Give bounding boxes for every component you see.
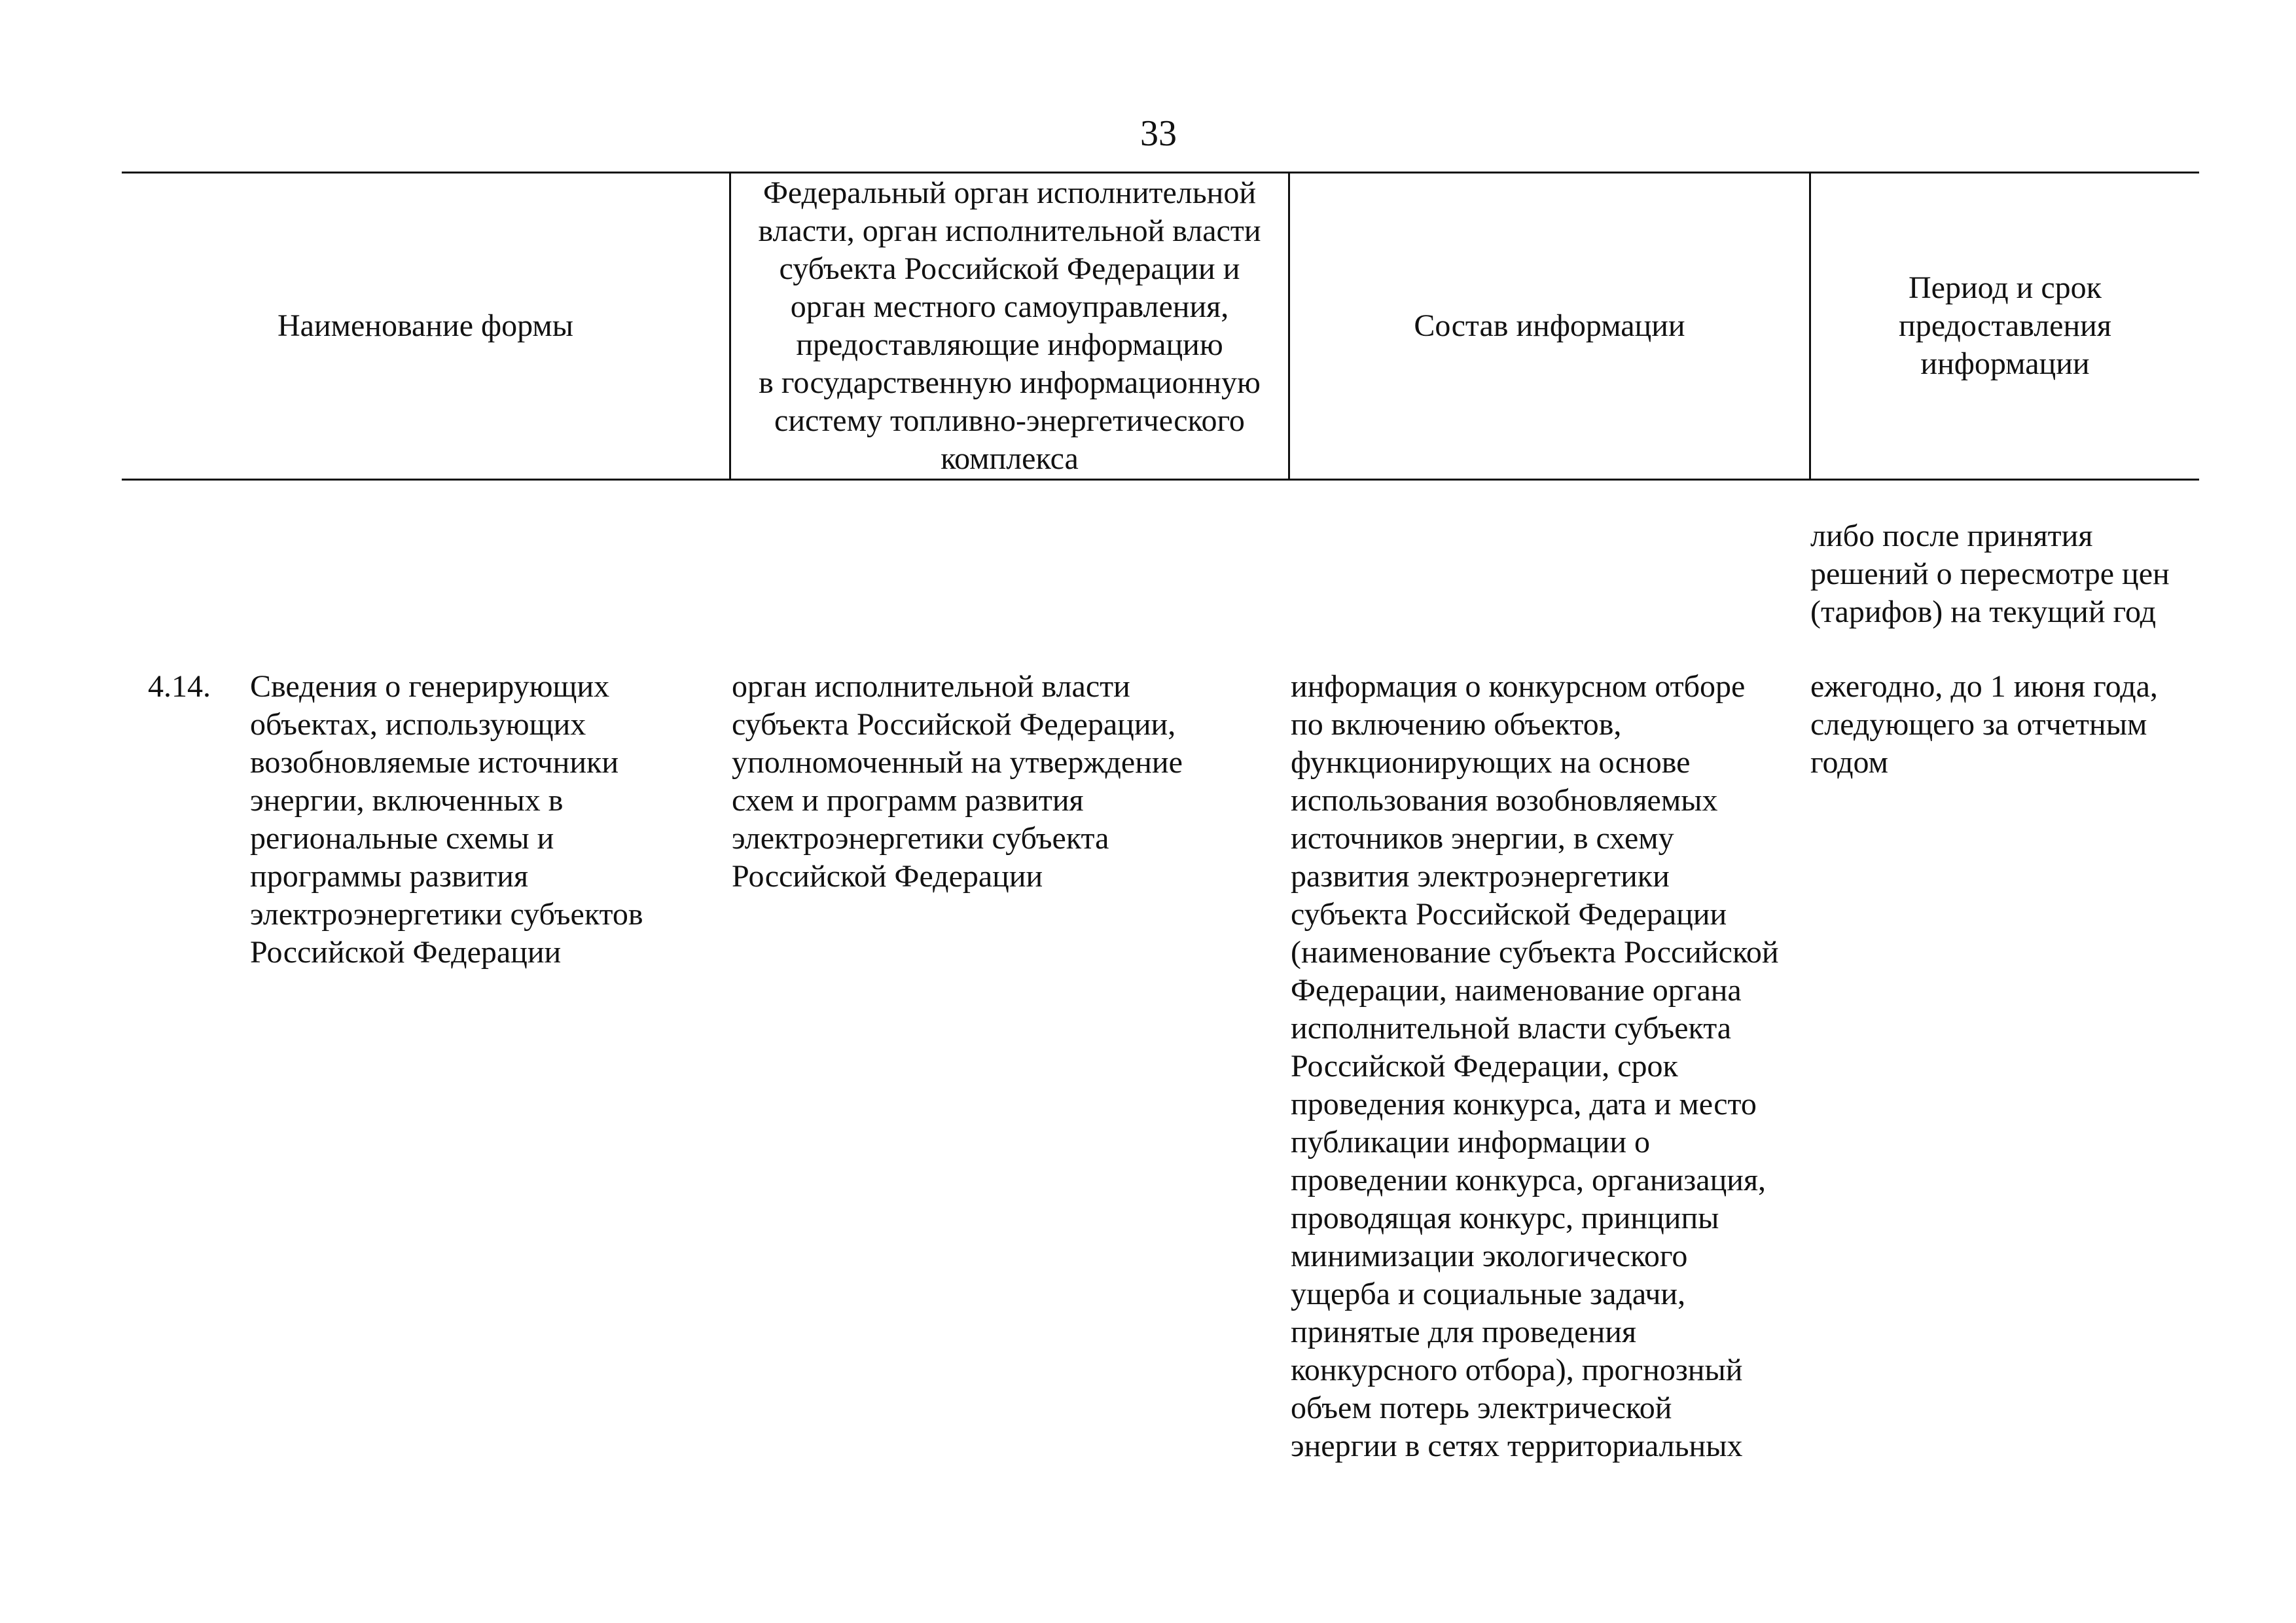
- table-header: [122, 172, 2199, 481]
- header-authority: [729, 173, 1288, 479]
- header-authority-label: Федеральный орган исполнительной власти, орган исполнительной власти субъекта Российской Федерации и орган местного самоуправления, предоставляющие информацию в государственную информационную систему топливно-энергетического комплекса: [758, 175, 1261, 476]
- continuation-period-cell: либо после принятия решений о пересмотре цен (тарифов) на текущий год: [1810, 519, 2170, 629]
- row-form-name: Сведения о генерирующих объектах, использующих возобновляемые источники энергии, включенных в региональные схемы и программы развития электроэнергетики субъектов Российской Федерации: [250, 669, 643, 970]
- header-period: [1809, 173, 2199, 479]
- header-information: [1288, 173, 1809, 479]
- header-period-label: Период и срок предоставления информации: [1899, 270, 2111, 381]
- data-table: [122, 172, 2199, 481]
- header-information-label: Состав информации: [1414, 308, 1685, 343]
- row-authority: орган исполнительной власти субъекта Российской Федерации, уполномоченный на утверждение схем и программ развития электроэнергетики субъекта Российской Федерации: [732, 669, 1183, 894]
- row-period: ежегодно, до 1 июня года, следующего за отчетным годом: [1810, 669, 2158, 780]
- row-number: 4.14.: [148, 669, 211, 704]
- header-form-name-label: Наименование формы: [277, 308, 574, 343]
- row-information: информация о конкурсном отборе по включению объектов, функционирующих на основе использования возобновляемых источников энергии, в схему развития электроэнергетики субъекта Российской Федерации (наименование субъекта Российской Федерации, наименование органа исполнительной власти субъекта Российской Федерации, срок проведения конкурса, дата и место публикации информации о проведении конкурса, организация, проводящая конкурс, принципы минимизации экологического ущерба и социальные задачи, принятые для проведения конкурсного отбора), прогнозный объем потерь электрической энергии в сетях территориальных: [1291, 669, 1779, 1463]
- page-number: 33: [1140, 113, 1177, 154]
- header-form-name: [122, 173, 729, 479]
